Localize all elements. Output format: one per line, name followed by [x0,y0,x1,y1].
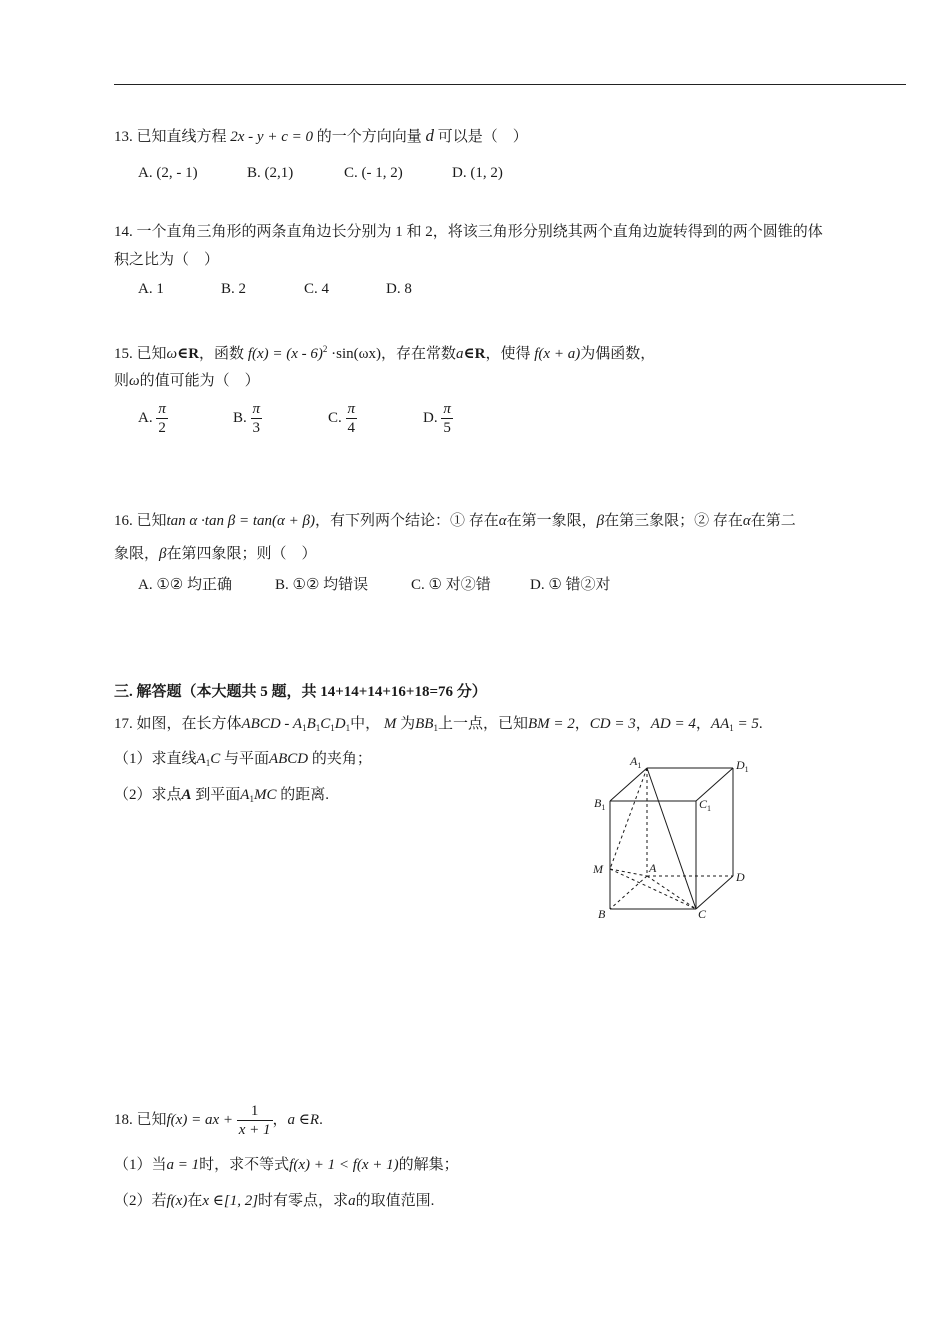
q18-part2: （2）若f(x)在x ∈[1, 2]时有零点，求a的取值范围. [114,1193,435,1209]
q13-mid: 的一个方向向量 [316,129,422,145]
q14-option-a: A. 1 [138,281,164,297]
q16-option-c: C. ① 对②错 [411,577,491,593]
q13-option-a: A. (2, - 1) [138,165,198,181]
q16-stem-line2: 象限，β在第四象限；则（ ） [114,546,317,562]
segment-m-a-hidden [610,869,647,876]
q16-option-a: A. ①② 均正确 [138,577,232,593]
q18-stem: 18. 已知f(x) = ax + $\frac{1}{x + 1}$ ，a ∈R. [114,1103,323,1139]
q18-part1: （1）当a = 1时，求不等式f(x) + 1 < f(x + 1)的解集； [114,1157,459,1173]
cuboid-figure [585,748,760,928]
q13-prefix: 13. 已知直线方程 [114,129,227,145]
q16-option-d: D. ① 错②对 [530,577,611,593]
q13-option-d: D. (1, 2) [452,165,503,181]
q16-expression: tan α ·tan β = tan(α + β) [166,513,315,529]
q13-vector: d [425,126,434,145]
label-c: C [698,907,707,921]
edge-a1-b1 [610,768,647,801]
q18-function: f(x) = ax + [166,1112,233,1128]
q16-stem-line1: 16. 已知tan α ·tan β = tan(α + β)，有下列两个结论：① 存在α在第一象限，β在第三象限；② 存在α在第二 [114,513,796,529]
q13-option-c: C. (- 1, 2) [344,165,403,181]
label-m: M [593,862,603,876]
q14-option-c: C. 4 [304,281,330,297]
q17-part1: （1）求直线$A_1C$ 与平面ABCD 的夹角； [114,751,372,768]
label-d1: $D_1$ [736,758,749,774]
label-d: D [736,870,745,884]
q14-stem-line2: 积之比为（ ） [114,252,220,268]
q13-equation: 2x - y + c = 0 [230,129,313,145]
q13-suffix: 可以是（ ） [437,129,528,145]
q15-option-c: C. $\frac{\pi}{4}$ [328,401,356,436]
label-a: A [649,861,657,875]
q15-option-b: B. $\frac{\pi}{3}$ [233,401,261,436]
section-3-heading: 三. 解答题（本大题共 5 题，共 14+14+14+16+18=76 分） [114,684,487,700]
header-rule [114,84,906,85]
q13-stem [114,125,528,148]
label-b1: $B_1$ [594,796,606,812]
segment-m-c-hidden [610,869,696,909]
segment-a1-c [647,768,696,909]
q15-function: f(x) = (x - 6) [247,346,323,362]
q14-option-d: D. 8 [386,281,412,297]
q13-option-b: B. (2,1) [247,165,294,181]
q16-option-b: B. ①② 均错误 [275,577,369,593]
edge-c-d [696,876,733,909]
q17-part2: （2）求点A 到平面$A_1MC$ 的距离. [114,787,329,804]
segment-a-c-hidden [647,876,696,909]
label-c1: $C_1$ [699,797,712,813]
label-a1: $A_1$ [630,754,642,770]
segment-a1-m-hidden [610,768,647,869]
q15-stem-line2: 则ω的值可能为（ ） [114,373,260,389]
q14-stem-line1: 14. 一个直角三角形的两条直角边长分别为 1 和 2，将该三角形分别绕其两个直角边旋转得到的两个圆锥的体 [114,224,823,240]
q17-stem: 17. 如图，在长方体ABCD - $A_1B_1C_1D_1$中， M 为$BB_1$上一点，已知BM = 2，CD = 3，AD = 4，$AA_1 = 5$. [114,716,763,733]
q15-option-d: D. $\frac{\pi}{5}$ [423,401,451,436]
q15-option-a: A. $\frac{\pi}{2}$ [138,401,166,436]
q14-option-b: B. 2 [221,281,247,297]
edge-a-b-hidden [610,876,647,909]
q15-stem-line1: 15. 已知ω∈R，函数 f(x) = (x - 6)$^2$ ·sin(ωx)，存在常数a∈R，使得 f(x + a)为偶函数， [114,344,656,362]
label-b: B [598,907,606,921]
